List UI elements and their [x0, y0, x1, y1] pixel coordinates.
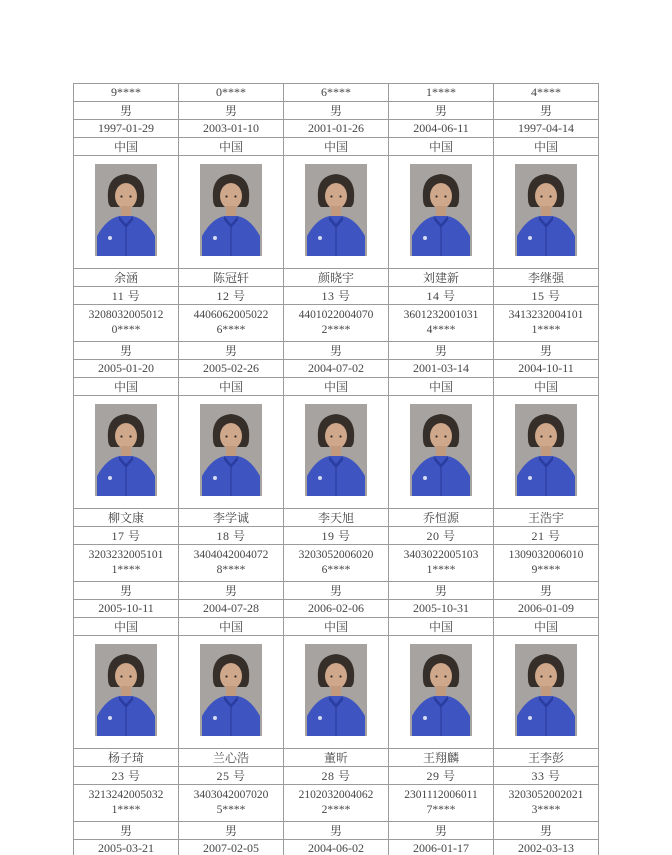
eye-left: [120, 675, 122, 677]
id-number-line2-masked: 1****: [111, 564, 141, 576]
nationality-cell: 中国: [179, 138, 284, 156]
birthdate-cell: 2003-01-10: [179, 120, 284, 138]
jersey-number-row: [74, 767, 599, 785]
masked-id-cell: 6****: [284, 84, 389, 102]
jersey-logo: [108, 236, 112, 240]
eye-left: [540, 675, 542, 677]
neck: [331, 206, 341, 217]
photo-cell: [179, 156, 284, 269]
gender-cell: 男: [284, 102, 389, 120]
id-number-cell: [74, 545, 179, 582]
birthdate-cell: 2004-06-02: [284, 840, 389, 855]
id-number-row: [74, 785, 599, 822]
player-name-cell: 王浩宇: [494, 509, 599, 527]
neck: [226, 446, 236, 457]
jersey-logo: [423, 236, 427, 240]
jacket-zipper: [335, 465, 336, 496]
gender-cell: 男: [389, 822, 494, 840]
face: [325, 663, 347, 689]
eye-left: [330, 195, 332, 197]
gender-cell: 男: [179, 342, 284, 360]
photo-cell: [74, 636, 179, 749]
eye-left: [225, 195, 227, 197]
id-number-line2-masked: 0****: [111, 324, 141, 336]
player-name-cell: 柳文康: [74, 509, 179, 527]
gender-cell: 男: [74, 822, 179, 840]
birthdate-cell: 2004-07-02: [284, 360, 389, 378]
nationality-cell: 中国: [389, 618, 494, 636]
face: [430, 663, 452, 689]
jacket-zipper: [440, 225, 441, 256]
birthdate-cell: 2006-01-17: [389, 840, 494, 855]
id-number-line2-masked: 5****: [216, 804, 246, 816]
player-name-cell: 王李彭: [494, 749, 599, 767]
jersey-number-cell: 13 号: [284, 287, 389, 305]
id-number-cell: [179, 305, 284, 342]
photo-cell: [389, 156, 494, 269]
jacket-zipper: [335, 705, 336, 736]
nationality-cell: 中国: [494, 378, 599, 396]
jersey-number-cell: 19 号: [284, 527, 389, 545]
photo-cell: [494, 636, 599, 749]
id-number-cell: [74, 305, 179, 342]
jacket-zipper: [545, 465, 546, 496]
eye-right: [549, 195, 551, 197]
jersey-number-row: [74, 527, 599, 545]
photo-cell: [494, 156, 599, 269]
nationality-cell: 中国: [494, 618, 599, 636]
id-number-line2-masked: 2****: [321, 324, 351, 336]
neck: [541, 446, 551, 457]
nationality-cell: 中国: [74, 378, 179, 396]
jacket-zipper: [125, 225, 126, 256]
id-number-line2-masked: 6****: [216, 324, 246, 336]
birthdate-cell: 2006-01-09: [494, 600, 599, 618]
jacket-zipper: [230, 225, 231, 256]
masked-id-cell: 1****: [389, 84, 494, 102]
masked-id-cell: 9****: [74, 84, 179, 102]
player-name-cell: 陈冠轩: [179, 269, 284, 287]
eye-left: [225, 675, 227, 677]
player-photo: [95, 644, 157, 736]
id-number-cell: [284, 785, 389, 822]
id-number-line1: 2102032004062: [298, 789, 374, 801]
jersey-number-cell: 18 号: [179, 527, 284, 545]
id-number-line2-masked: 9****: [531, 564, 561, 576]
id-number-line2-masked: 3****: [531, 804, 561, 816]
jersey-logo: [318, 476, 322, 480]
id-number-line1: 3203232005101: [88, 549, 164, 561]
jersey-logo: [423, 476, 427, 480]
id-number-line1: 3213242005032: [88, 789, 164, 801]
jacket-zipper: [335, 225, 336, 256]
masked-id-cell: 4****: [494, 84, 599, 102]
player-name-cell: 李学诚: [179, 509, 284, 527]
player-photo: [410, 404, 472, 496]
id-number-line1: 1309032006010: [508, 549, 584, 561]
eye-right: [129, 435, 131, 437]
id-number-line2-masked: 2****: [321, 804, 351, 816]
photo-row: [74, 396, 599, 509]
face: [220, 423, 242, 449]
face: [430, 183, 452, 209]
id-number-line1: 4401022004070: [298, 309, 374, 321]
roster-body: [74, 84, 599, 855]
id-number-cell: [179, 545, 284, 582]
photo-cell: [284, 396, 389, 509]
jersey-logo: [108, 476, 112, 480]
eye-left: [225, 435, 227, 437]
jacket-zipper: [230, 465, 231, 496]
id-number-line1: 2301112006011: [404, 789, 478, 801]
neck: [331, 446, 341, 457]
jacket-zipper: [545, 705, 546, 736]
id-number-line2-masked: 1****: [531, 324, 561, 336]
id-number-line2-masked: 6****: [321, 564, 351, 576]
player-name-cell: 董昕: [284, 749, 389, 767]
id-number-line1: 3601232001031: [403, 309, 479, 321]
face: [115, 663, 137, 689]
eye-right: [129, 195, 131, 197]
eye-right: [549, 435, 551, 437]
jersey-number-cell: 28 号: [284, 767, 389, 785]
nationality-cell: 中国: [74, 618, 179, 636]
jersey-number-cell: 17 号: [74, 527, 179, 545]
neck: [541, 686, 551, 697]
jersey-number-cell: 23 号: [74, 767, 179, 785]
photo-cell: [389, 636, 494, 749]
birthdate-row: [74, 840, 599, 855]
neck: [541, 206, 551, 217]
birthdate-cell: 2005-10-31: [389, 600, 494, 618]
id-number-cell: [74, 785, 179, 822]
player-name-row: [74, 749, 599, 767]
player-name-row: [74, 269, 599, 287]
jersey-number-cell: 33 号: [494, 767, 599, 785]
jacket-zipper: [230, 705, 231, 736]
face: [325, 183, 347, 209]
face: [535, 663, 557, 689]
birthdate-cell: 2001-03-14: [389, 360, 494, 378]
id-number-row: [74, 545, 599, 582]
nationality-cell: 中国: [74, 138, 179, 156]
id-number-line1: 3208032005012: [88, 309, 164, 321]
birthdate-row: [74, 360, 599, 378]
birthdate-cell: 2004-07-28: [179, 600, 284, 618]
player-photo: [95, 164, 157, 256]
jersey-logo: [213, 476, 217, 480]
id-number-line2-masked: 4****: [426, 324, 456, 336]
player-photo: [410, 644, 472, 736]
id-number-cell: [284, 545, 389, 582]
eye-left: [120, 435, 122, 437]
gender-cell: 男: [179, 582, 284, 600]
jersey-logo: [528, 236, 532, 240]
player-name-cell: 刘建新: [389, 269, 494, 287]
nationality-cell: 中国: [389, 378, 494, 396]
neck: [226, 686, 236, 697]
gender-row: [74, 342, 599, 360]
player-photo: [515, 404, 577, 496]
player-name-cell: 杨子琦: [74, 749, 179, 767]
nationality-cell: 中国: [179, 618, 284, 636]
jersey-number-cell: 29 号: [389, 767, 494, 785]
birthdate-cell: 1997-01-29: [74, 120, 179, 138]
id-number-cell: [179, 785, 284, 822]
jersey-number-row: [74, 287, 599, 305]
eye-right: [234, 195, 236, 197]
neck: [121, 446, 131, 457]
neck: [331, 686, 341, 697]
id-number-line1: 3403022005103: [403, 549, 479, 561]
player-photo: [95, 404, 157, 496]
birthdate-cell: 2004-10-11: [494, 360, 599, 378]
jersey-logo: [528, 476, 532, 480]
nationality-cell: 中国: [284, 378, 389, 396]
gender-cell: 男: [389, 582, 494, 600]
gender-cell: 男: [494, 342, 599, 360]
eye-left: [435, 195, 437, 197]
player-name-row: [74, 509, 599, 527]
neck: [121, 206, 131, 217]
nationality-row: [74, 138, 599, 156]
jersey-number-cell: 11 号: [74, 287, 179, 305]
player-photo: [200, 404, 262, 496]
jersey-number-cell: 21 号: [494, 527, 599, 545]
photo-cell: [284, 636, 389, 749]
eye-right: [549, 675, 551, 677]
gender-cell: 男: [284, 582, 389, 600]
gender-cell: 男: [284, 342, 389, 360]
jersey-logo: [213, 236, 217, 240]
jersey-number-cell: 15 号: [494, 287, 599, 305]
jersey-number-cell: 25 号: [179, 767, 284, 785]
jersey-logo: [318, 716, 322, 720]
player-photo: [200, 644, 262, 736]
eye-left: [540, 435, 542, 437]
birthdate-cell: 2002-03-13: [494, 840, 599, 855]
face: [220, 663, 242, 689]
id-number-line1: 4406062005022: [193, 309, 269, 321]
jersey-logo: [528, 716, 532, 720]
id-number-line1: 3203052002021: [508, 789, 584, 801]
gender-cell: 男: [74, 102, 179, 120]
eye-right: [129, 675, 131, 677]
eye-right: [444, 435, 446, 437]
id-number-line2-masked: 8****: [216, 564, 246, 576]
birthdate-cell: 2001-01-26: [284, 120, 389, 138]
player-name-cell: 余涵: [74, 269, 179, 287]
photo-cell: [74, 396, 179, 509]
face: [220, 183, 242, 209]
jacket-zipper: [545, 225, 546, 256]
player-photo: [305, 644, 367, 736]
eye-right: [339, 675, 341, 677]
eye-right: [339, 435, 341, 437]
nationality-cell: 中国: [284, 618, 389, 636]
player-photo: [305, 164, 367, 256]
face: [535, 183, 557, 209]
id-number-cell: [284, 305, 389, 342]
player-photo: [305, 404, 367, 496]
id-number-cell: [389, 545, 494, 582]
neck: [121, 686, 131, 697]
gender-cell: 男: [74, 342, 179, 360]
birthdate-row: [74, 120, 599, 138]
id-number-line1: 3403042007020: [193, 789, 269, 801]
gender-cell: 男: [179, 822, 284, 840]
neck: [226, 206, 236, 217]
id-number-line1: 3404042004072: [193, 549, 269, 561]
eye-left: [120, 195, 122, 197]
nationality-row: [74, 618, 599, 636]
nationality-cell: 中国: [284, 138, 389, 156]
eye-right: [444, 675, 446, 677]
neck: [436, 206, 446, 217]
photo-cell: [494, 396, 599, 509]
jacket-zipper: [125, 705, 126, 736]
photo-row: [74, 636, 599, 749]
gender-cell: 男: [494, 102, 599, 120]
id-number-cell: [389, 305, 494, 342]
jersey-logo: [318, 236, 322, 240]
jersey-logo: [108, 716, 112, 720]
jersey-number-cell: 14 号: [389, 287, 494, 305]
gender-cell: 男: [494, 822, 599, 840]
gender-cell: 男: [74, 582, 179, 600]
eye-right: [234, 435, 236, 437]
gender-cell: 男: [284, 822, 389, 840]
id-number-cell: [494, 545, 599, 582]
id-number-row: [74, 305, 599, 342]
birthdate-row: [74, 600, 599, 618]
gender-row: [74, 582, 599, 600]
id-number-line2-masked: 7****: [426, 804, 456, 816]
id-number-line2-masked: 1****: [426, 564, 456, 576]
photo-cell: [74, 156, 179, 269]
photo-row: [74, 156, 599, 269]
birthdate-cell: 2005-01-20: [74, 360, 179, 378]
player-name-cell: 乔恒源: [389, 509, 494, 527]
gender-cell: 男: [389, 102, 494, 120]
eye-left: [540, 195, 542, 197]
player-name-cell: 颜晓宇: [284, 269, 389, 287]
face: [115, 183, 137, 209]
player-name-cell: 王翔麟: [389, 749, 494, 767]
jacket-zipper: [125, 465, 126, 496]
birthdate-cell: 2004-06-11: [389, 120, 494, 138]
jersey-logo: [213, 716, 217, 720]
gender-cell: 男: [389, 342, 494, 360]
photo-cell: [179, 636, 284, 749]
masked-id-row: [74, 84, 599, 102]
player-name-cell: 兰心浩: [179, 749, 284, 767]
gender-row: [74, 822, 599, 840]
nationality-cell: 中国: [389, 138, 494, 156]
birthdate-cell: 2005-02-26: [179, 360, 284, 378]
gender-cell: 男: [494, 582, 599, 600]
nationality-cell: 中国: [179, 378, 284, 396]
birthdate-cell: 2005-03-21: [74, 840, 179, 855]
jersey-logo: [423, 716, 427, 720]
eye-left: [435, 675, 437, 677]
eye-left: [330, 675, 332, 677]
photo-cell: [389, 396, 494, 509]
photo-cell: [284, 156, 389, 269]
id-number-line1: 3413232004101: [508, 309, 584, 321]
id-number-line2-masked: 1****: [111, 804, 141, 816]
player-photo: [200, 164, 262, 256]
jersey-number-cell: 12 号: [179, 287, 284, 305]
id-number-cell: [389, 785, 494, 822]
player-photo: [515, 164, 577, 256]
eye-right: [339, 195, 341, 197]
id-number-cell: [494, 785, 599, 822]
jacket-zipper: [440, 705, 441, 736]
face: [535, 423, 557, 449]
player-name-cell: 李继强: [494, 269, 599, 287]
face: [325, 423, 347, 449]
eye-left: [330, 435, 332, 437]
jersey-number-cell: 20 号: [389, 527, 494, 545]
id-number-cell: [494, 305, 599, 342]
face: [430, 423, 452, 449]
nationality-cell: 中国: [494, 138, 599, 156]
face: [115, 423, 137, 449]
neck: [436, 446, 446, 457]
player-roster-table: [73, 83, 599, 855]
id-number-line1: 3203052006020: [298, 549, 374, 561]
eye-left: [435, 435, 437, 437]
photo-cell: [179, 396, 284, 509]
eye-right: [444, 195, 446, 197]
player-photo: [515, 644, 577, 736]
eye-right: [234, 675, 236, 677]
masked-id-cell: 0****: [179, 84, 284, 102]
player-photo: [410, 164, 472, 256]
birthdate-cell: 2007-02-05: [179, 840, 284, 855]
birthdate-cell: 2005-10-11: [74, 600, 179, 618]
player-name-cell: 李天旭: [284, 509, 389, 527]
birthdate-cell: 1997-04-14: [494, 120, 599, 138]
gender-row: [74, 102, 599, 120]
nationality-row: [74, 378, 599, 396]
neck: [436, 686, 446, 697]
birthdate-cell: 2006-02-06: [284, 600, 389, 618]
jacket-zipper: [440, 465, 441, 496]
gender-cell: 男: [179, 102, 284, 120]
